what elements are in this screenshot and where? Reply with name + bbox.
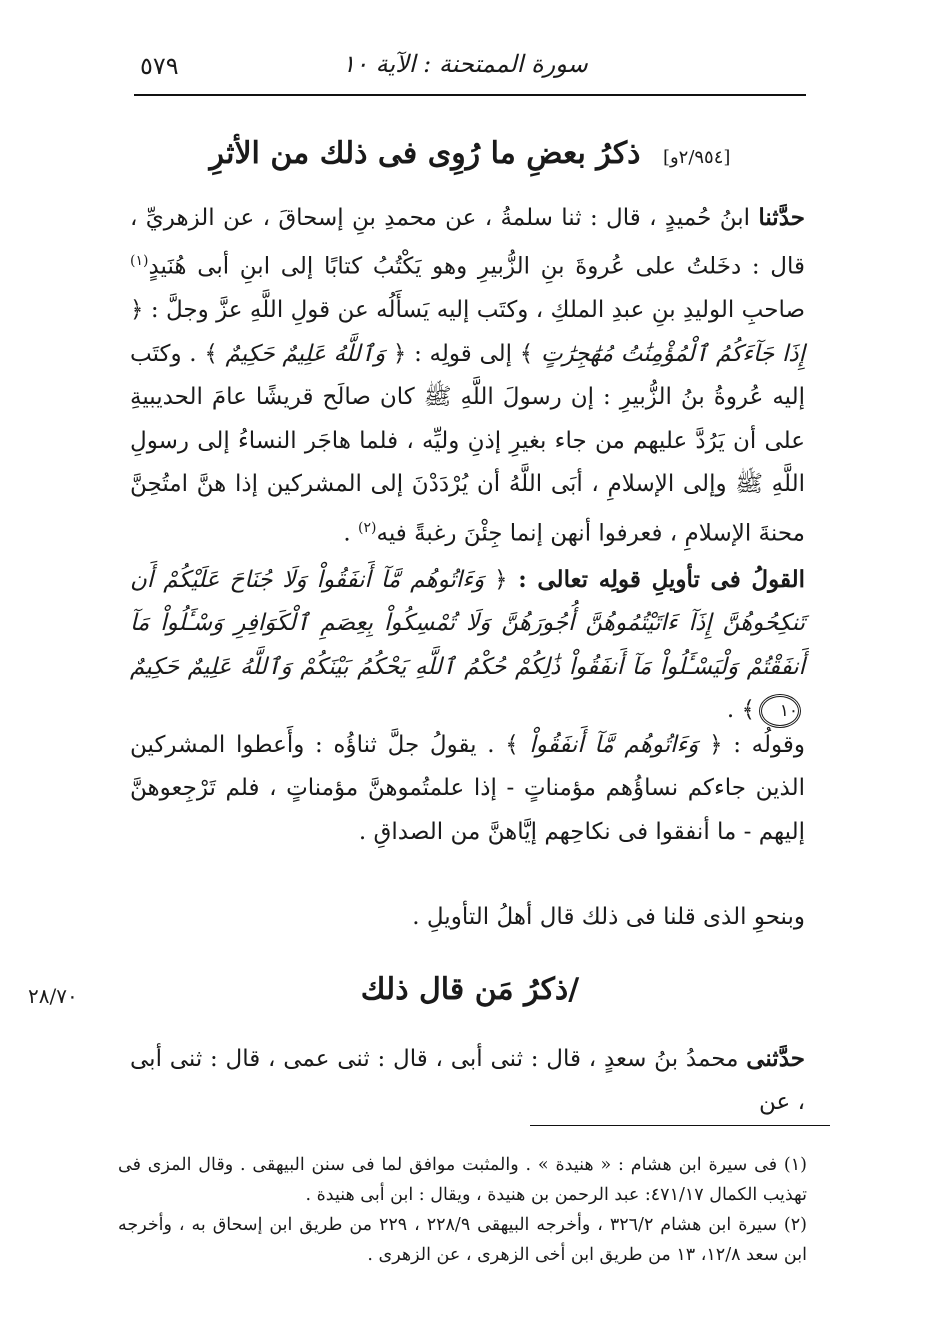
footnote-1: (١) فى سيرة ابن هشام : « هنيدة » . والمثبت موافق لما فى سنن البيهقى . وقال المزى فى تهذيب الكمال ٤٧١/١٧: عبد الرحمن بن هنيدة ، ويقال : ابن أبى هنيدة . — [118, 1155, 807, 1205]
footnotes — [118, 1150, 807, 1270]
paragraph-text: . يقولُ جلَّ ثناؤُه : وأَعطوا المشركين الذين جاءكم نساؤُهم مؤمناتٍ - إذا علمتُموهنَّ مؤمناتٍ ، فلم تَرْجِعوهنَّ إليهم - ما أنفقوا فى نكاحِهم إيَّاهنَّ من الصداقِ . — [130, 732, 805, 845]
paragraph-text: . وكتَب إليه عُروةُ بنُ الزُّبيرِ : إن رسولَ اللَّهِ ﷺ كان صالَح قريشًا عامَ الحديبيةِ على أن يَرُدَّ عليهم من جاء بغيرِ إذنِ وليِّه ، فلما هاجَر النساءُ إلى رسولِ اللَّهِ ﷺ وإلى الإسلامِ ، أبَى اللَّهُ أن يُرْدَدْنَ إلى المشركين إذا هنَّ امتُحِنَّ محنةَ الإسلامِ ، فعرفوا أنهن إنما جِئْنَ رغبةً فيه — [130, 340, 805, 547]
paragraph-verse-heading — [130, 558, 805, 733]
footnote-2: (٢) سيرة ابن هشام ٣٢٦/٢ ، وأخرجه البيهقى ٢٢٨/٩ ، ٢٢٩ من طريق ابن إسحاق به ، وأخرجه ابن سعد ١٢/٨، ١٣ من طريق ابن أخى الزهرى ، عن الزهرى . — [118, 1215, 807, 1265]
ornate-bracket-open: ﴿ — [130, 297, 144, 324]
quran-quote: وَٱللَّهُ عَلِيمٌ حَكِيمٌ — [217, 340, 393, 367]
section-heading-athar — [135, 136, 805, 171]
paragraph-summary — [130, 896, 805, 939]
verse-number-medallion: ١٠ — [759, 694, 801, 728]
ornate-bracket-open: ﴿ — [392, 340, 407, 367]
page-number: ٥٧٩ — [140, 52, 179, 80]
paragraph-text: . — [726, 697, 742, 724]
paragraph-hadith — [130, 196, 805, 556]
paragraph-lead: حدَّثنا — [758, 204, 805, 231]
paragraph-isnad — [130, 1037, 805, 1125]
paragraph-text: محمدُ بنُ سعدٍ ، قال : ثنى أبى ، قال : ثنى عمى ، قال : ثنى أبى ، عن — [130, 1046, 805, 1116]
footnote-divider — [530, 1125, 830, 1126]
paragraph-text: وبنحوِ الذى قلنا فى ذلك قال أهلُ التأويلِ . — [412, 904, 805, 930]
ornate-bracket-close: ﴾ — [519, 340, 534, 367]
footnote-marker-1[interactable]: (١) — [130, 253, 149, 270]
section-title: ذكرُ بعضِ ما رُوِى فى ذلك من الأثرِ — [209, 136, 641, 171]
paragraph-text: . — [343, 520, 359, 547]
section-title: /ذكرُ مَن قال ذلك — [360, 972, 580, 1007]
paragraph-commentary — [130, 724, 805, 854]
paragraph-text: ابنُ حُميدٍ ، قال : ثنا سلمةُ ، عن محمدِ بنِ إسحاقَ ، عن الزهريِّ ، قال : دخَلتُ على عُروةَ بنِ الزُّبيرِ وهو يَكْتُبُ كتابًا إلى ابنِ أبى هُنَيدٍ — [130, 205, 805, 281]
manuscript-ref-marker: [٢/٩٥٤و] — [662, 147, 731, 168]
running-title: سورة الممتحنة : الآية ١٠ — [342, 50, 588, 78]
header-rule — [134, 94, 806, 96]
verse-heading-lead: القولُ فى تأويلِ قولِه تعالى : — [507, 566, 805, 593]
ornate-bracket-close: ﴾ — [505, 732, 519, 758]
quran-verse: وَءَاتُوهُم مَّآ أَنفَقُواْ وَلَا جُنَاحَ عَلَيْكُمْ أَن تَنكِحُوهُنَّ إِذَآ ءَاتَيْتُمُوهُنَّ أُجُورَهُنَّ وَلَا تُمْسِكُواْ بِعِصَمِ ٱلْكَوَافِرِ وَسْـَٔلُواْ مَآ أَنفَقْتُمْ وَلْيَسْـَٔلُواْ مَآ أَنفَقُواْ ذَٰلِكُمْ حُكْمُ ٱللَّهِ يَحْكُمُ بَيْنَكُمْ وَٱللَّهُ عَلِيمٌ حَكِيمٌ — [130, 567, 805, 680]
quran-quote: وَءَاتُوهُم مَّآ أَنفَقُواْ — [518, 732, 710, 758]
paragraph-text: وقولُه : — [722, 732, 805, 758]
margin-page-reference: ٢٨/٧٠ — [28, 984, 78, 1008]
paragraph-lead: حدَّثنى — [746, 1045, 805, 1072]
ornate-bracket-open: ﴿ — [494, 567, 508, 593]
ornate-bracket-open: ﴿ — [709, 732, 723, 758]
section-heading-reports — [135, 972, 805, 1007]
paragraph-text: إلى قولِه : — [406, 340, 520, 367]
quran-quote: إِذَا جَآءَكُمُ ٱلْمُؤْمِنَٰتُ مُهَٰجِرَٰتٍ — [533, 340, 805, 367]
ornate-bracket-close: ﴾ — [204, 340, 218, 367]
paragraph-text: صاحبِ الوليدِ بنِ عبدِ الملكِ ، وكتَب إليه يَسأَلُه عن قولِ اللَّهِ عزَّ وجلَّ : — [143, 297, 805, 324]
ornate-bracket-close: ﴾ — [741, 697, 755, 724]
footnote-marker-2[interactable]: (٢) — [358, 519, 377, 536]
